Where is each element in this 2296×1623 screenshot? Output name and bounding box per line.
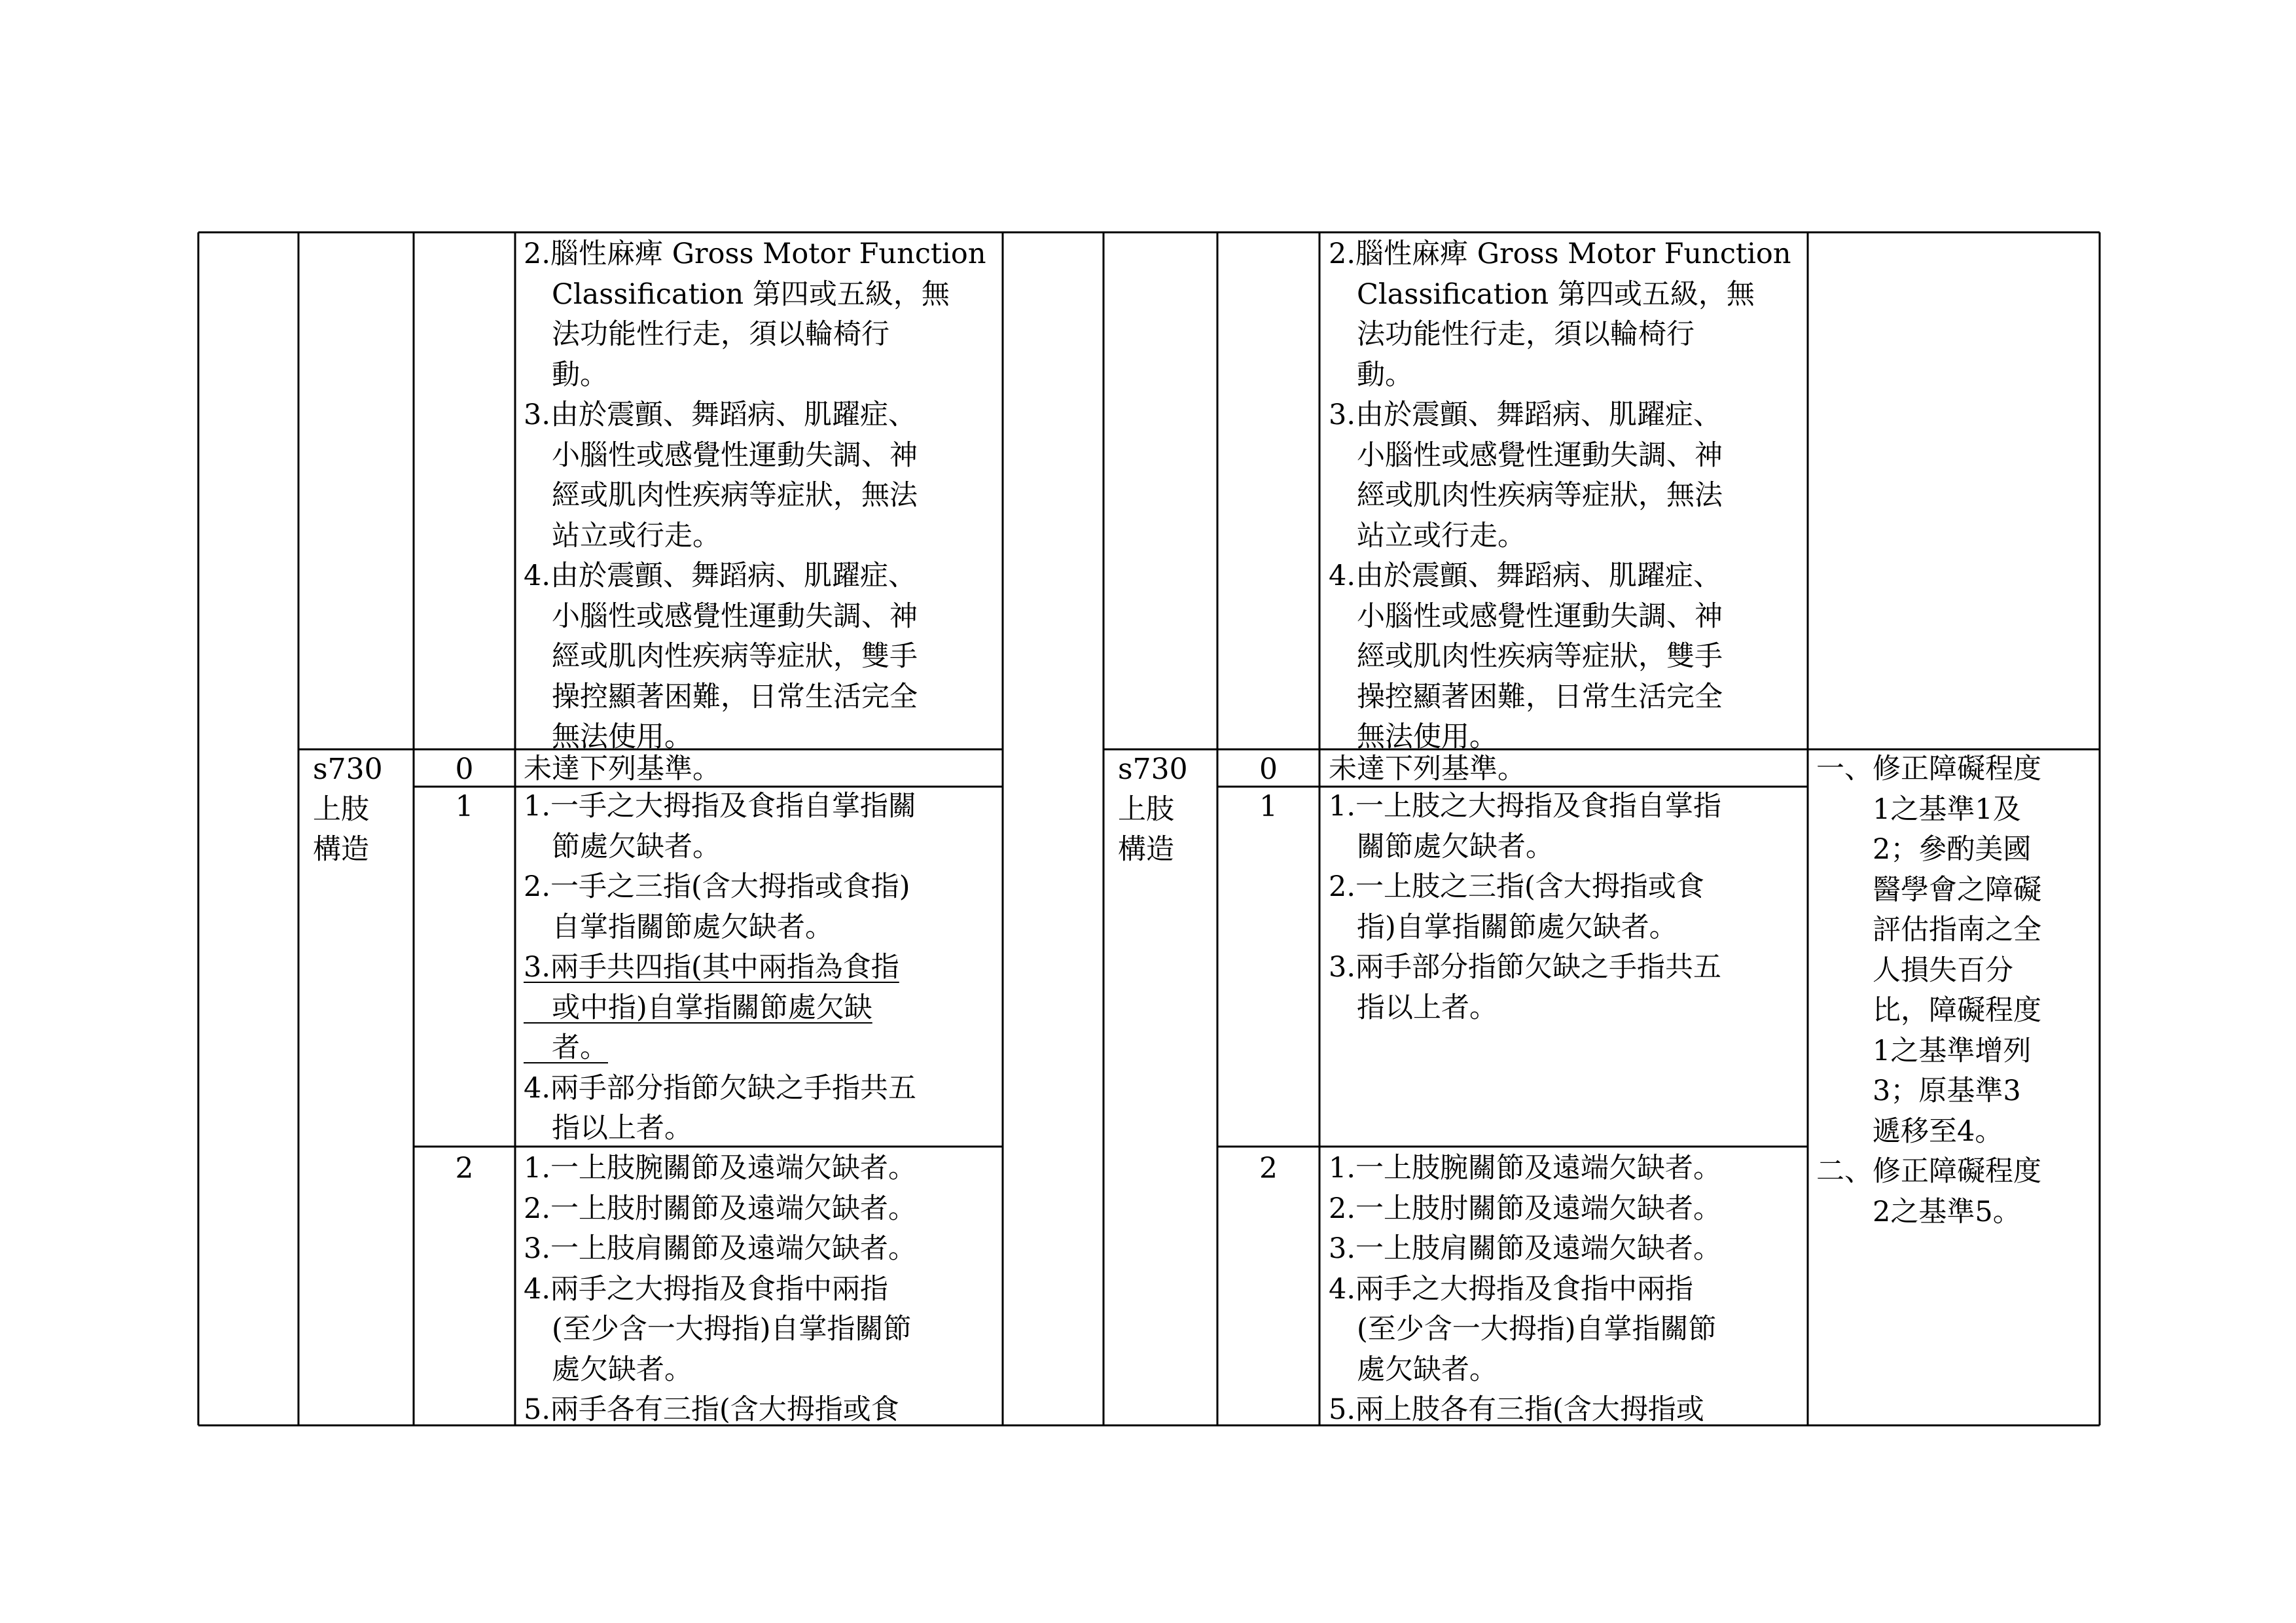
right-l2-item-2: 2.一上肢肘關節及遠端欠缺者。: [1329, 1192, 1722, 1225]
text-line: 遞移至4。: [1816, 1115, 2003, 1148]
text-line: 1.一上肢之大拇指及食指自掌指: [1329, 790, 1722, 823]
text-line: 4.由於震顫、舞蹈病、肌躍症、: [524, 560, 917, 592]
text-line: 節處欠缺者。: [524, 830, 721, 863]
text-line: 或中指)自掌指關節處欠缺: [524, 991, 872, 1024]
left-l1-item-4: [524, 1069, 916, 1149]
text-line: 動。: [524, 358, 608, 391]
text-line: 評估指南之全: [1816, 914, 2041, 946]
text-line: 4.兩手之大拇指及食指中兩指: [524, 1272, 889, 1306]
text-line: (至少含一大拇指)自掌指關節: [1329, 1313, 1717, 1346]
text-line: 2；參酌美國: [1816, 833, 2032, 866]
text-line: 自掌指關節處欠缺者。: [524, 910, 833, 944]
right-structure-line: 構造: [1118, 833, 1174, 866]
left-l1-item-1: [524, 787, 916, 867]
left-level-2-criteria: [524, 1149, 916, 1431]
text-line: 1之基準增列: [1816, 1034, 2032, 1067]
left-level-2: 2: [455, 1152, 474, 1185]
text-line: 二、修正障礙程度: [1816, 1155, 2041, 1188]
left-structure-line: 構造: [313, 833, 369, 866]
text-line: 3；原基準3: [1816, 1075, 2021, 1107]
text-line: 經或肌肉性疾病等症狀，無法: [524, 479, 918, 512]
right-level-0-text: 未達下列基準。: [1329, 753, 1526, 785]
left-level-0: 0: [455, 753, 474, 786]
left-l2-item-2: 2.一上肢肘關節及遠端欠缺者。: [524, 1192, 917, 1225]
left-code: s730: [313, 753, 383, 786]
right-level-0: 0: [1259, 753, 1278, 786]
right-code: s730: [1118, 753, 1188, 786]
right-l1-item-2: [1329, 867, 1721, 948]
text-line: 者。: [524, 1031, 608, 1064]
right-code-cell: [1118, 749, 1188, 870]
right-l1-item-3: [1329, 948, 1721, 1028]
right-l2-item-1: 1.一上肢腕關節及遠端欠缺者。: [1329, 1152, 1722, 1185]
text-line: 3.由於震顫、舞蹈病、肌躍症、: [1329, 399, 1722, 431]
left-level-1: 1: [455, 790, 474, 823]
text-line: 站立或行走。: [1329, 519, 1526, 552]
text-line: 人損失百分: [1816, 954, 2013, 987]
right-top-item-3: [1329, 395, 1791, 556]
text-line: 法功能性行走，須以輪椅行: [524, 318, 889, 351]
text-line: 關節處欠缺者。: [1329, 830, 1554, 863]
text-line: 無法使用。: [524, 721, 692, 753]
left-level-0-text: 未達下列基準。: [524, 753, 721, 785]
text-line: 小腦性或感覺性運動失調、神: [524, 599, 918, 633]
left-top-criteria: [524, 234, 986, 758]
text-line: Classification 第四或五級，無: [1329, 277, 1755, 311]
text-line: 1之基準1及: [1816, 793, 2021, 826]
text-line: 4.兩手之大拇指及食指中兩指: [1329, 1272, 1694, 1306]
text-line: 處欠缺者。: [1329, 1353, 1498, 1386]
text-line: 3.由於震顫、舞蹈病、肌躍症、: [524, 399, 917, 431]
text-line: 4.兩手部分指節欠缺之手指共五: [524, 1071, 917, 1105]
right-l1-item-1: [1329, 787, 1721, 867]
right-level-2: 2: [1259, 1152, 1278, 1185]
left-top-item-3: [524, 395, 986, 556]
text-line: 2之基準5。: [1816, 1195, 2021, 1228]
text-line: 3.兩手共四指(其中兩指為食指: [524, 951, 899, 984]
text-line: 醫學會之障礙: [1816, 873, 2041, 906]
text-line: 3.兩手部分指節欠缺之手指共五: [1329, 951, 1722, 984]
left-top-item-4: [524, 556, 986, 758]
left-l2-item-3: 3.一上肢肩關節及遠端欠缺者。: [524, 1232, 917, 1265]
text-line: 比，障礙程度: [1816, 994, 2041, 1027]
text-line: 小腦性或感覺性運動失調、神: [524, 438, 918, 472]
right-l2-item-3: 3.一上肢肩關節及遠端欠缺者。: [1329, 1232, 1722, 1265]
text-line: 一、修正障礙程度: [1816, 753, 2041, 785]
right-l2-item-5: 5.兩上肢各有三指(含大拇指或: [1329, 1393, 1704, 1426]
right-structure-line: 上肢: [1118, 793, 1174, 826]
left-code-cell: [313, 749, 383, 870]
text-line: 法功能性行走，須以輪椅行: [1329, 318, 1695, 351]
left-level-1-criteria: [524, 787, 916, 1149]
text-line: 經或肌肉性疾病等症狀，雙手: [524, 640, 918, 673]
right-top-item-2: [1329, 234, 1791, 395]
right-l2-item-4: [1329, 1270, 1721, 1391]
right-level-1: 1: [1259, 790, 1278, 823]
text-line: 經或肌肉性疾病等症狀，無法: [1329, 479, 1723, 512]
text-line: 指以上者。: [524, 1112, 692, 1145]
text-line: 無法使用。: [1329, 721, 1498, 753]
text-line: 動。: [1329, 358, 1413, 391]
right-top-item-4: [1329, 556, 1791, 758]
right-level-1-criteria: [1329, 787, 1721, 1028]
text-line: 操控顯著困難，日常生活完全: [524, 680, 918, 713]
left-l1-item-2: [524, 867, 916, 948]
revision-note: [1816, 749, 2041, 1232]
left-l1-item-3-underlined: [524, 948, 916, 1069]
right-level-2-criteria: [1329, 1149, 1721, 1431]
text-line: 2.腦性麻痺 Gross Motor Function: [1329, 238, 1791, 270]
left-structure-line: 上肢: [313, 793, 369, 826]
note-2: [1816, 1152, 2041, 1232]
text-line: 處欠缺者。: [524, 1353, 692, 1386]
text-line: 4.由於震顫、舞蹈病、肌躍症、: [1329, 560, 1722, 592]
text-line: 站立或行走。: [524, 519, 721, 552]
left-l2-item-5: 5.兩手各有三指(含大拇指或食: [524, 1393, 899, 1426]
text-line: 小腦性或感覺性運動失調、神: [1329, 599, 1723, 633]
text-line: 2.一上肢之三指(含大拇指或食: [1329, 870, 1704, 903]
text-line: 操控顯著困難，日常生活完全: [1329, 680, 1723, 713]
text-line: 經或肌肉性疾病等症狀，雙手: [1329, 640, 1723, 673]
text-line: 2.一手之三指(含大拇指或食指): [524, 870, 910, 903]
text-line: 小腦性或感覺性運動失調、神: [1329, 438, 1723, 472]
text-line: 指以上者。: [1329, 991, 1498, 1024]
text-line: (至少含一大拇指)自掌指關節: [524, 1313, 912, 1346]
note-1: [1816, 749, 2041, 1152]
left-l2-item-1: 1.一上肢腕關節及遠端欠缺者。: [524, 1152, 917, 1185]
left-l2-item-4: [524, 1270, 916, 1391]
text-line: 2.腦性麻痺 Gross Motor Function: [524, 238, 986, 270]
text-line: 指)自掌指關節處欠缺者。: [1329, 910, 1677, 944]
text-line: 1.一手之大拇指及食指自掌指關: [524, 790, 917, 823]
right-top-criteria: [1329, 234, 1791, 758]
text-line: Classification 第四或五級，無: [524, 277, 950, 311]
left-top-item-2: [524, 234, 986, 395]
